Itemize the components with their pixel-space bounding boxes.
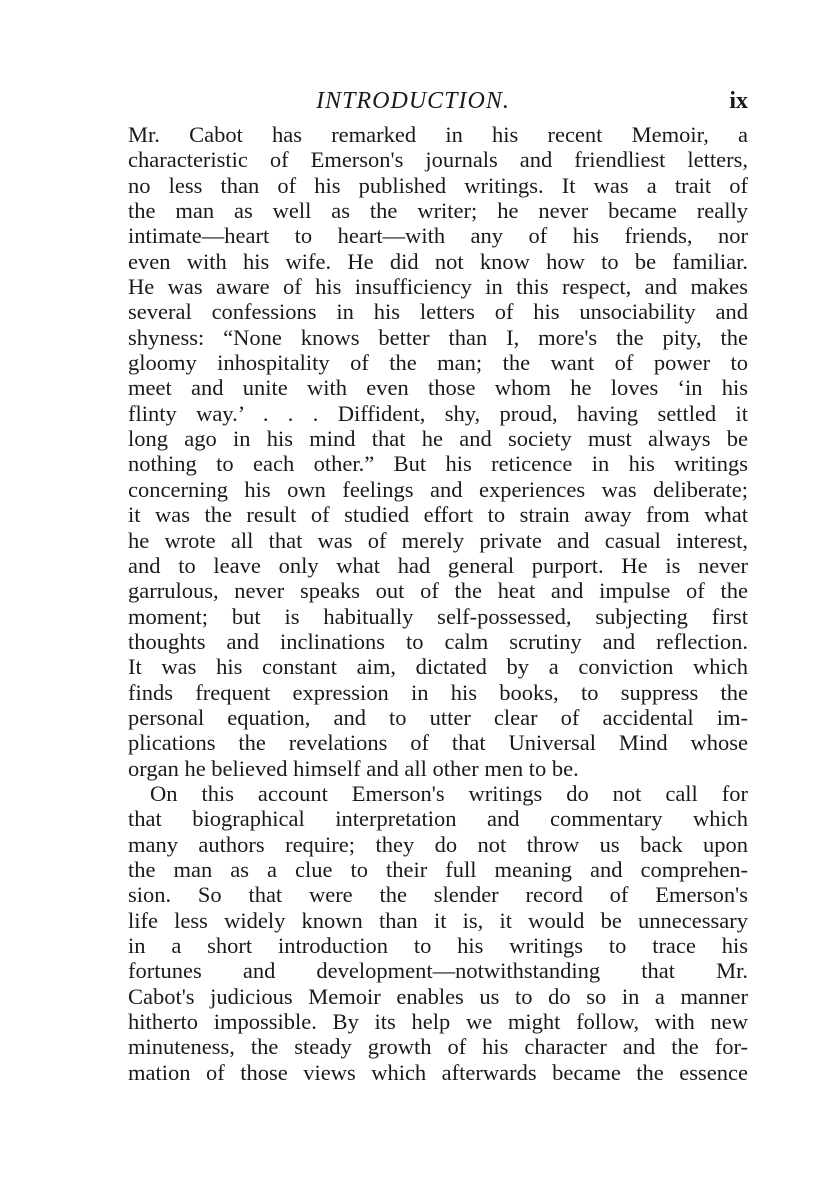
- text-line: garrulous, never speaks out of the heat and impulse of the: [128, 578, 748, 604]
- book-page: [128, 86, 748, 1085]
- text-line: the man as well as the writer; he never became really: [128, 198, 748, 224]
- text-line: he wrote all that was of merely private and casual interest,: [128, 527, 748, 553]
- text-line: characteristic of Emerson's journals and friendliest letters,: [128, 147, 748, 173]
- body-text: [128, 122, 748, 1085]
- text-line: plications the revelations of that Universal Mind whose: [128, 730, 748, 756]
- text-line: and to leave only what had general purport. He is never: [128, 552, 748, 578]
- text-line: concerning his own feelings and experiences was deliberate;: [128, 476, 748, 502]
- page-number: ix: [729, 88, 748, 114]
- text-line: personal equation, and to utter clear of accidental im-: [128, 704, 748, 730]
- paragraph-start-line: On this account Emerson's writings do not call for: [150, 780, 748, 806]
- text-line: mation of those views which afterwards became the essence: [128, 1059, 748, 1085]
- paragraph-end-line: organ he believed himself and all other men to be.: [128, 755, 579, 781]
- text-line: long ago in his mind that he and society must always be: [128, 426, 748, 452]
- text-line: flinty way.’ . . . Diffident, shy, proud, having settled it: [128, 400, 748, 426]
- text-line: no less than of his published writings. It was a trait of: [128, 172, 748, 198]
- text-line: several confessions in his letters of his unsociability and: [128, 299, 748, 325]
- text-line: It was his constant aim, dictated by a conviction which: [128, 654, 748, 680]
- text-line: that biographical interpretation and commentary which: [128, 806, 748, 832]
- text-line: nothing to each other.” But his reticence in his writings: [128, 451, 748, 477]
- text-line: gloomy inhospitality of the man; the want of power to: [128, 350, 748, 376]
- text-line: fortunes and development—notwithstanding that Mr.: [128, 958, 748, 984]
- text-line: He was aware of his insufficiency in this respect, and makes: [128, 274, 748, 300]
- text-line: even with his wife. He did not know how to be familiar.: [128, 248, 748, 274]
- text-line: life less widely known than it is, it would be unnecessary: [128, 907, 748, 933]
- text-line: hitherto impossible. By its help we might follow, with new: [128, 1009, 748, 1035]
- page-header: [128, 86, 748, 122]
- text-line: intimate—heart to heart—with any of his friends, nor: [128, 223, 748, 249]
- running-title: INTRODUCTION.: [316, 88, 510, 114]
- text-line: sion. So that were the slender record of Emerson's: [128, 882, 748, 908]
- text-line: in a short introduction to his writings to trace his: [128, 933, 748, 958]
- text-line: moment; but is habitually self-possessed, subjecting first: [128, 603, 748, 629]
- text-line: meet and unite with even those whom he loves ‘in his: [128, 375, 748, 401]
- text-line: Cabot's judicious Memoir enables us to do so in a manner: [128, 983, 748, 1009]
- text-line: the man as a clue to their full meaning and comprehen-: [128, 856, 748, 882]
- text-line: it was the result of studied effort to strain away from what: [128, 502, 748, 528]
- text-line: shyness: “None knows better than I, more's the pity, the: [128, 324, 748, 350]
- text-line: thoughts and inclinations to calm scrutiny and reflection.: [128, 628, 748, 654]
- text-line: many authors require; they do not throw us back upon: [128, 831, 748, 857]
- text-line: Mr. Cabot has remarked in his recent Memoir, a: [128, 122, 748, 147]
- text-line: minuteness, the steady growth of his character and the for-: [128, 1034, 748, 1060]
- text-line: finds frequent expression in his books, to suppress the: [128, 679, 748, 705]
